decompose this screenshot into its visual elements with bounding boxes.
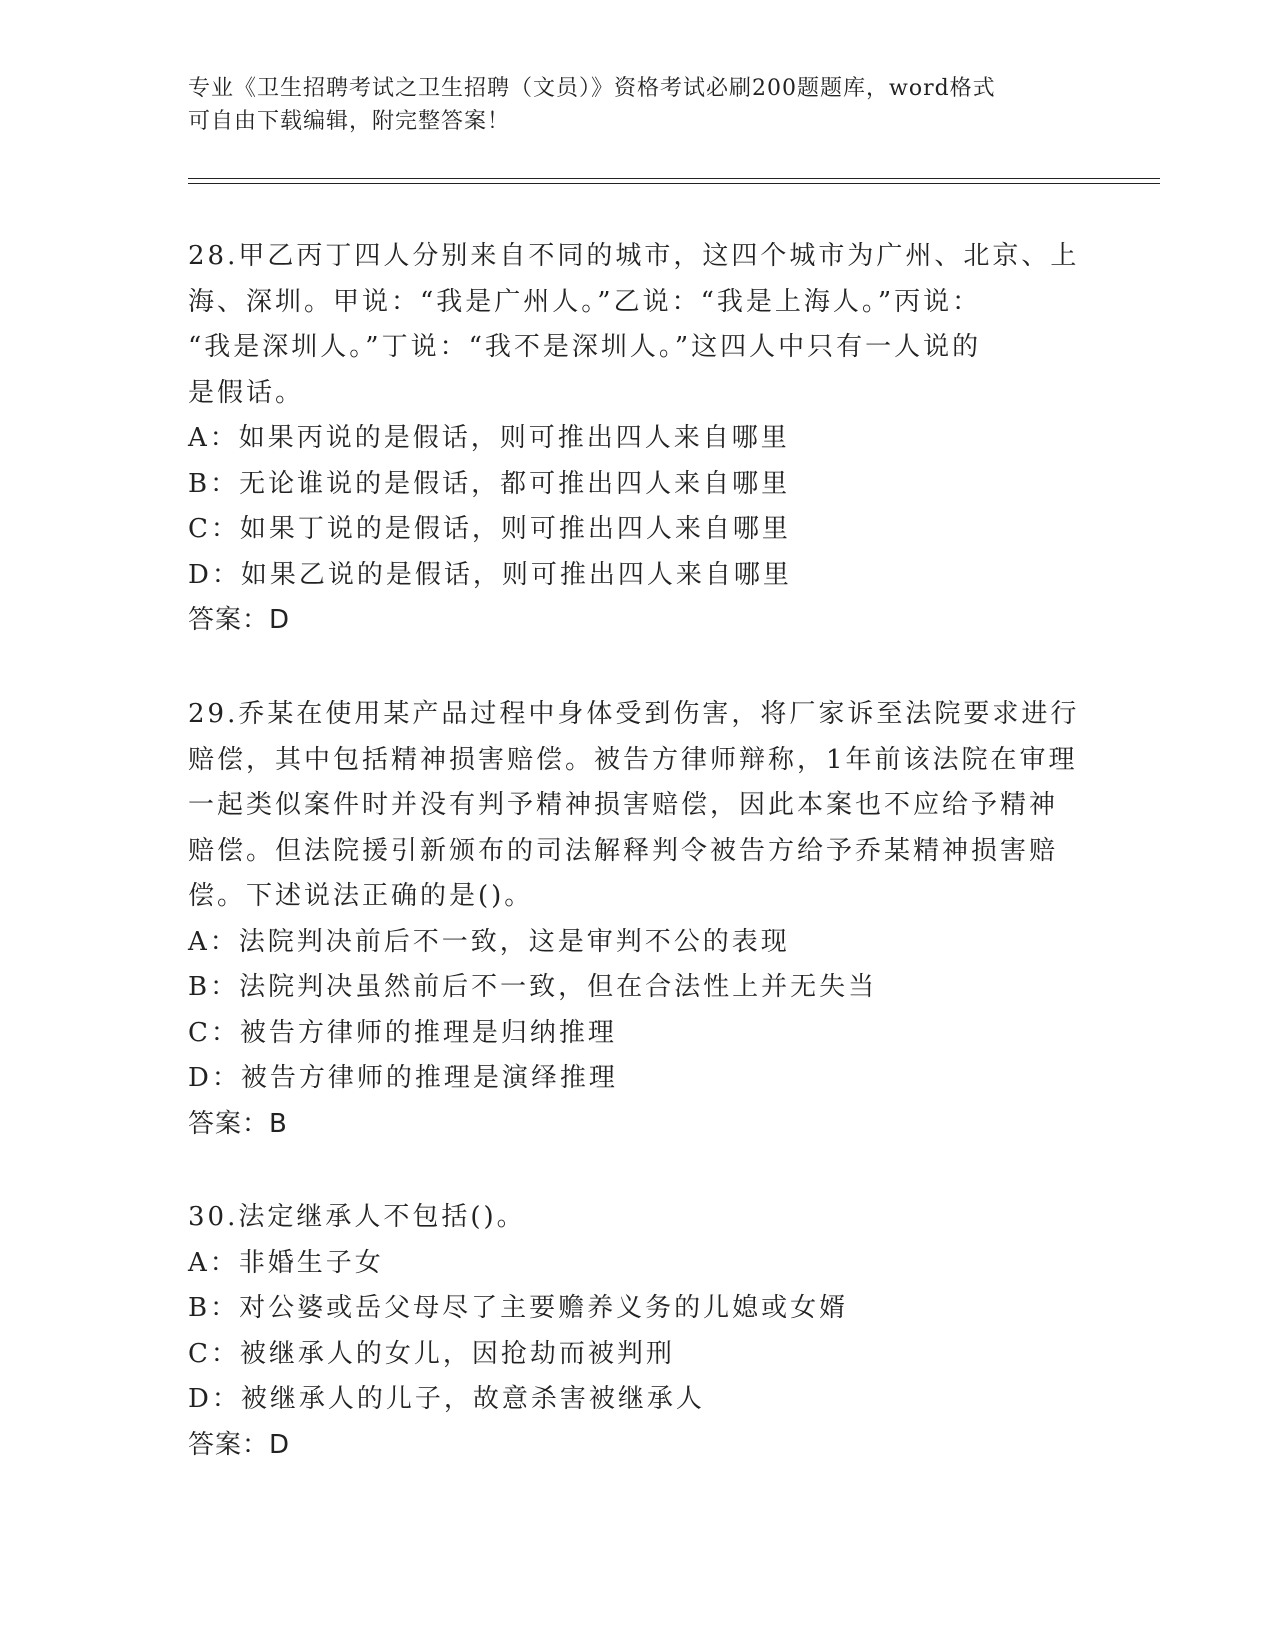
answer-line: 答案：B (188, 1108, 288, 1139)
question-stem-line: 偿。下述说法正确的是()。 (188, 881, 534, 911)
question-stem-line: 一起类似案件时并没有判予精神损害赔偿，因此本案也不应给予精神 (188, 790, 1059, 820)
header-line-2: 可自由下载编辑，附完整答案！ (188, 109, 511, 134)
question-stem-line: “我是深圳人。”丁说：“我不是深圳人。”这四人中只有一人说的 (188, 332, 982, 362)
option-a: A：法院判决前后不一致，这是审判不公的表现 (188, 926, 790, 957)
option-d: D：如果乙说的是假话，则可推出四人来自哪里 (188, 559, 792, 590)
header-double-rule (188, 178, 1160, 184)
option-b: B：法院判决虽然前后不一致，但在合法性上并无失当 (188, 972, 878, 1002)
option-c: C：如果丁说的是假话，则可推出四人来自哪里 (188, 514, 791, 544)
question-stem-line: 赔偿，其中包括精神损害赔偿。被告方律师辩称，1年前该法院在审理 (188, 744, 1078, 775)
document-header (188, 72, 1088, 138)
question-stem-line: 29.乔某在使用某产品过程中身体受到伤害，将厂家诉至法院要求进行 (188, 699, 1080, 729)
question-28 (188, 234, 1088, 644)
answer-line: 答案：D (188, 605, 291, 635)
header-line-1: 专业《卫生招聘考试之卫生招聘（文员）》资格考试必刷200题题库，word格式 (188, 76, 996, 101)
option-a: A：如果丙说的是假话，则可推出四人来自哪里 (188, 423, 790, 453)
question-stem-line: 海、深圳。甲说：“我是广州人。”乙说：“我是上海人。”丙说： (188, 286, 982, 317)
option-a: A：非婚生子女 (188, 1247, 384, 1278)
question-stem-line: 30.法定继承人不包括()。 (188, 1202, 526, 1232)
option-c: C：被告方律师的推理是归纳推理 (188, 1017, 617, 1048)
question-30 (188, 1195, 1088, 1468)
question-stem-line: 赔偿。但法院援引新颁布的司法解释判令被告方给予乔某精神损害赔 (188, 835, 1059, 866)
option-b: B：无论谁说的是假话，都可推出四人来自哪里 (188, 468, 791, 499)
answer-line: 答案：D (188, 1429, 291, 1460)
question-stem-line: 是假话。 (188, 377, 305, 408)
option-c: C：被继承人的女儿，因抢劫而被判刑 (188, 1338, 675, 1369)
option-d: D：被告方律师的推理是演绎推理 (188, 1063, 618, 1093)
question-29 (188, 692, 1088, 1147)
option-b: B：对公婆或岳父母尽了主要赡养义务的儿媳或女婿 (188, 1293, 849, 1323)
option-d: D：被继承人的儿子，故意杀害被继承人 (188, 1384, 705, 1414)
question-stem-line: 28.甲乙丙丁四人分别来自不同的城市，这四个城市为广州、北京、上 (188, 241, 1080, 271)
